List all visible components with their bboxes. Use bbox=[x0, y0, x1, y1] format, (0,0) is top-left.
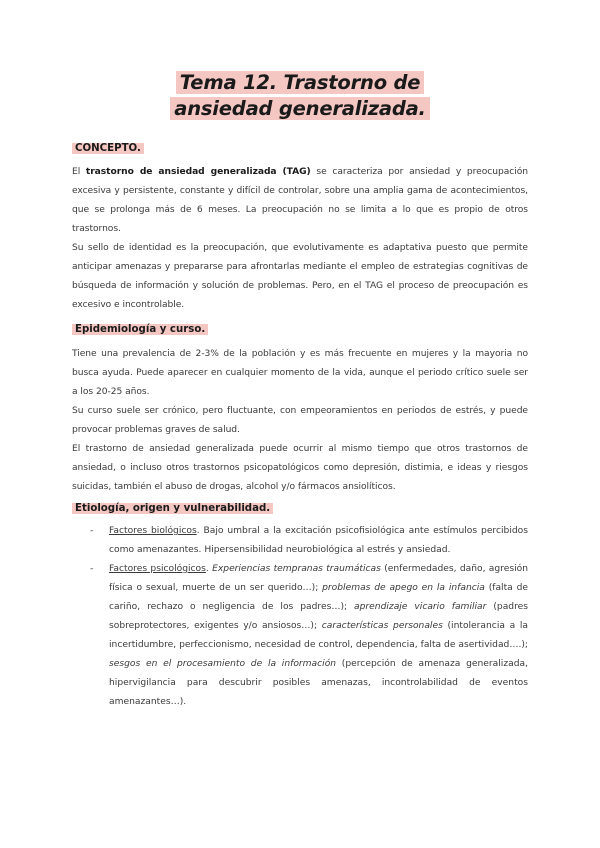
concepto-body bbox=[72, 163, 528, 315]
list-dash: - bbox=[90, 526, 94, 536]
factores-biologicos-title: Factores biológicos bbox=[109, 526, 197, 536]
list-item: - Factores biológicos. Bajo umbral a la excitación psicofisiológica ante estímulos percibidos como amenazantes. Hipersensibilidad neurobiológica al estrés y ansiedad. bbox=[90, 522, 528, 560]
epidemiologia-paragraph-1: Tiene una prevalencia de 2-3% de la población y es más frecuente en mujeres y la mayoria no busca ayuda. Puede aparecer en cualquier momento de la vida, aunque el periodo crítico suele ser a los 20-25 años. bbox=[72, 349, 528, 397]
etiologia-heading: Etiología, origen y vulnerabilidad. bbox=[72, 502, 528, 516]
list-item: - Factores psicológicos. Experiencias tempranas traumáticas (enfermedades, daño, agresión física o sexual, muerte de un ser querido…); problemas de apego en la infancia (falta de cariño, rechazo o negligencia de los padres…); aprendizaje vicario familiar (padres sobreprotectores, exigentes y/o ansiosos…); características personales (intolerancia a la incertidumbre, perfeccionismo, necesidad de control, dependencia, falta de asertividad….); sesgos en el procesamiento de la información (percepción de amenaza generalizada, hipervigilancia para descubrir posibles amenazas, incontrolabilidad de eventos amenazantes…). bbox=[90, 560, 528, 712]
epidemiologia-paragraph-2: Su curso suele ser crónico, pero fluctuante, con empeoramientos en periodos de estrés, y puede provocar problemas graves de salud. bbox=[72, 406, 528, 435]
page-title bbox=[0, 70, 600, 122]
etiologia-section bbox=[72, 502, 528, 516]
title-line-1: Tema 12. Trastorno de bbox=[176, 71, 425, 94]
epidemiologia-section bbox=[72, 323, 528, 337]
epidemiologia-heading: Epidemiología y curso. bbox=[72, 323, 528, 337]
epidemiologia-paragraph-3: El trastorno de ansiedad generalizada puede ocurrir al mismo tiempo que otros trastornos de ansiedad, o incluso otros trastornos psicopatológicos como depresión, distimia, e ideas y riesgos suicidas, también el abuso de drogas, alcohol y/o fármacos ansiolíticos. bbox=[72, 444, 528, 492]
tag-term: trastorno de ansiedad generalizada (TAG) bbox=[85, 167, 311, 177]
epidemiologia-body bbox=[72, 345, 528, 497]
concepto-paragraph-2: Su sello de identidad es la preocupación, que evolutivamente es adaptativa puesto que permite anticipar amenazas y prepararse para afrontarlas mediante el empleo de estrategias cognitivas de búsqueda de información y solución de problemas. Pero, en el TAG el proceso de preocupación es excesivo e incontrolable. bbox=[72, 243, 528, 310]
title-line-2: ansiedad generalizada. bbox=[170, 97, 430, 120]
etiologia-list bbox=[90, 522, 528, 712]
concepto-section bbox=[72, 142, 528, 156]
list-dash: - bbox=[90, 564, 94, 574]
concepto-paragraph-1: El trastorno de ansiedad generalizada (TAG) se caracteriza por ansiedad y preocupación excesiva y persistente, constante y difícil de controlar, sobre una amplia gama de acontecimientos, que se prolonga más de 6 meses. La preocupación no se limita a lo que es propio de otros trastornos. bbox=[72, 167, 528, 234]
concepto-heading: CONCEPTO. bbox=[72, 142, 528, 156]
factores-psicologicos-title: Factores psicológicos bbox=[109, 564, 206, 574]
